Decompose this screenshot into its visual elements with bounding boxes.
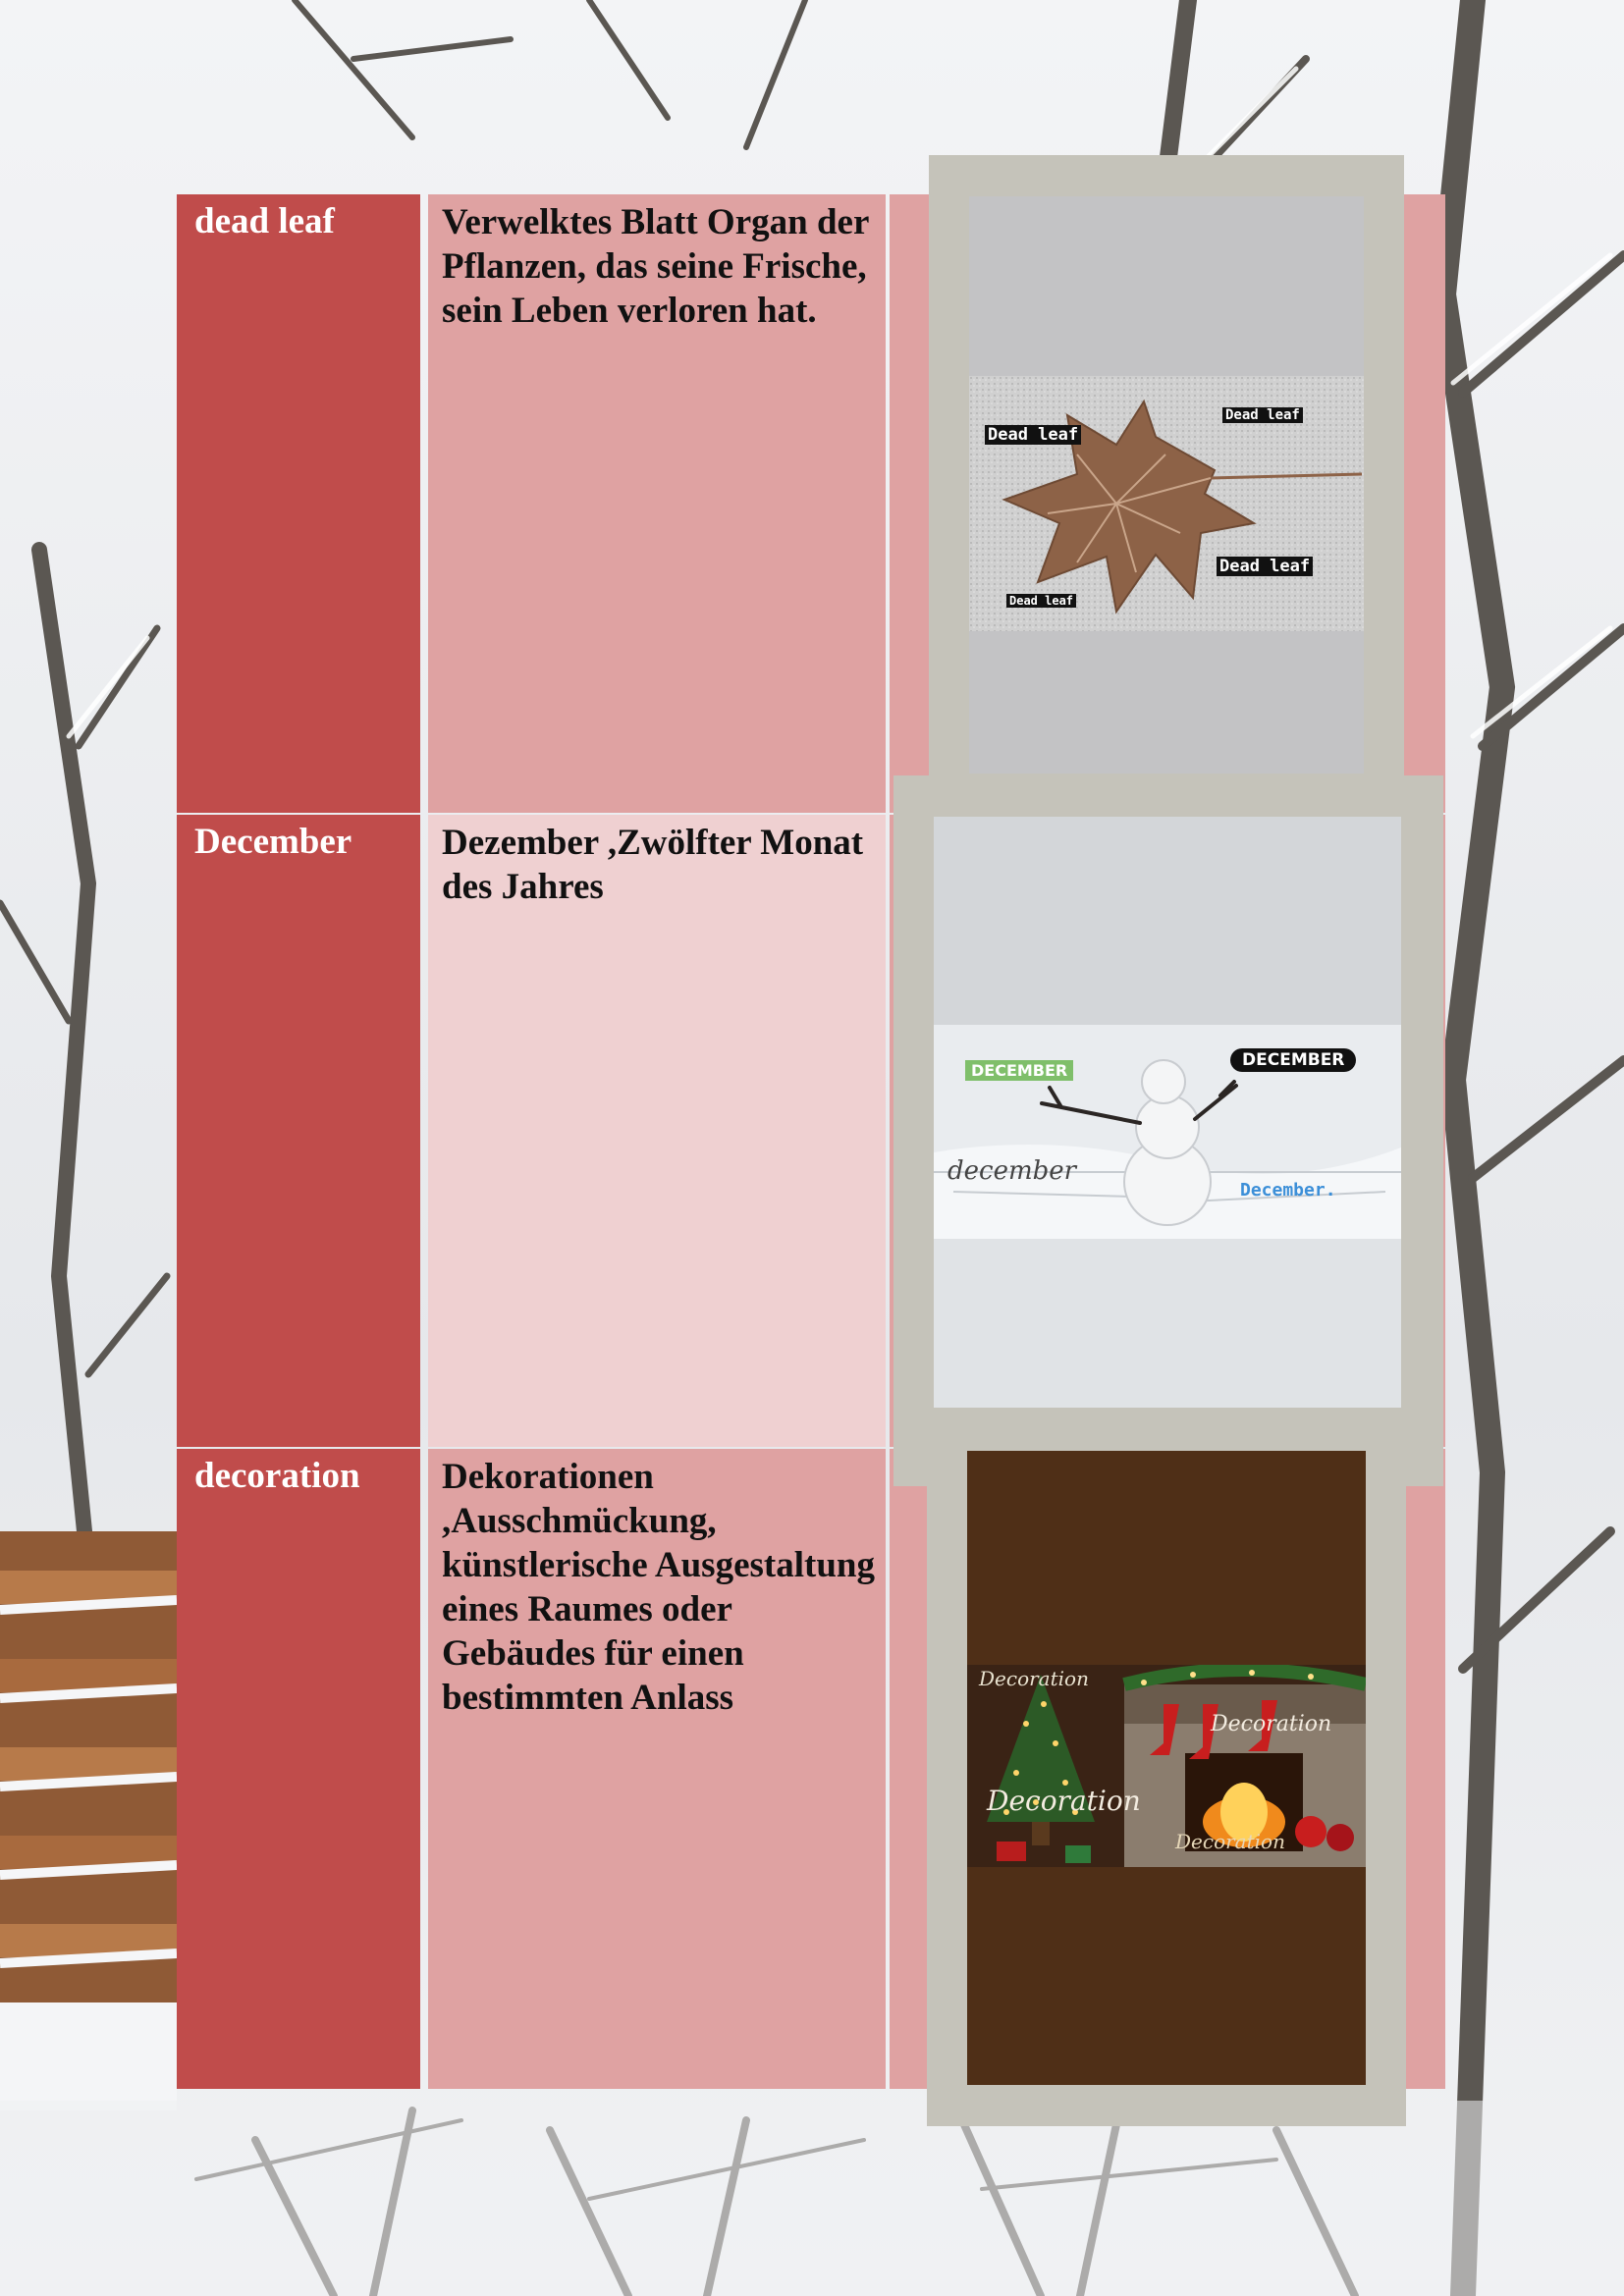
caption-label: Dead leaf: [1006, 594, 1076, 608]
definition-cell: [428, 815, 886, 1447]
word-cell: [177, 194, 420, 813]
caption-label: DECEMBER: [965, 1060, 1073, 1081]
christmas-fireplace-photo-frame: [927, 1410, 1406, 2126]
snowman-photo-frame: [893, 775, 1443, 1486]
definition-text: Dezember ,Zwölfter Monat des Jahres: [442, 823, 864, 907]
caption-label: DECEMBER: [1230, 1048, 1356, 1072]
snowman-photo-icon: [934, 1025, 1401, 1239]
caption-label: december: [947, 1156, 1077, 1186]
christmas-fireplace-photo-icon: [967, 1665, 1366, 1867]
caption-label: Decoration: [1175, 1830, 1285, 1853]
caption-label: Dead leaf: [1222, 407, 1303, 423]
caption-label: December.: [1240, 1180, 1336, 1201]
word-label: decoration: [194, 1456, 360, 1496]
definition-text: Verwelktes Blatt Organ der Pflanzen, das seine Frische, sein Leben verloren hat.: [442, 202, 869, 331]
definition-text: Dekorationen ,Ausschmückung, künstlerische Ausgestaltung eines Raumes oder Gebäudes für einen bestimmten Anlass: [442, 1457, 875, 1718]
word-cell: [177, 1449, 420, 2089]
caption-label: Decoration: [1211, 1712, 1332, 1736]
caption-label: Dead leaf: [985, 425, 1081, 445]
caption-label: Dead leaf: [1217, 557, 1313, 576]
word-cell: [177, 815, 420, 1447]
word-label: December: [194, 822, 352, 862]
definition-cell: [428, 194, 886, 813]
caption-label: Decoration: [979, 1667, 1089, 1690]
caption-label: Decoration: [987, 1785, 1141, 1817]
dead-leaf-photo-icon: [969, 376, 1364, 631]
word-label: dead leaf: [194, 201, 335, 241]
dead-leaf-photo-frame: [929, 155, 1404, 783]
definition-cell: [428, 1449, 886, 2089]
